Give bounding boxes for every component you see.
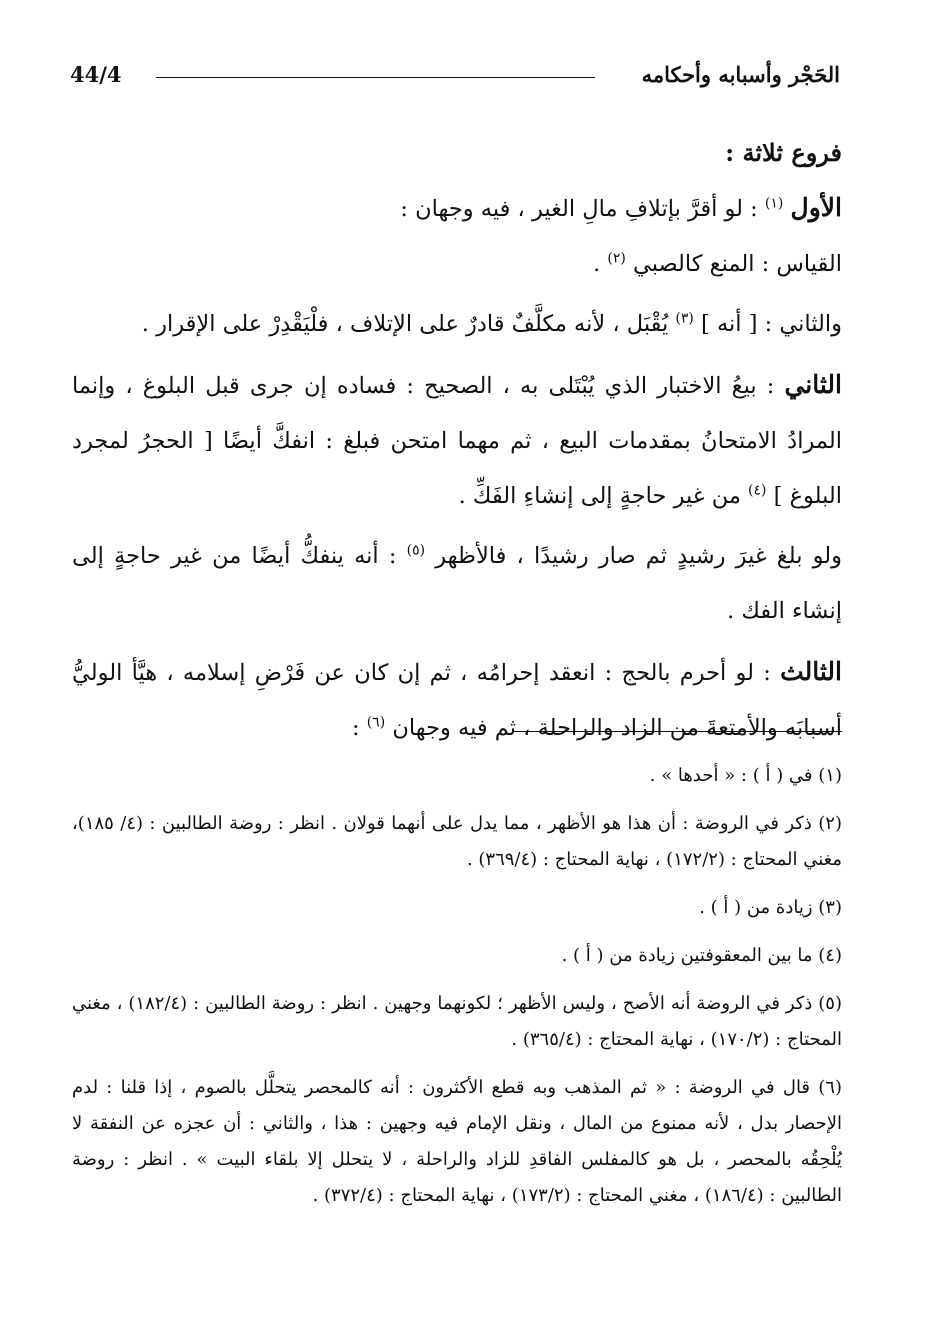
footnote-1: (١) في ( أ ) : « أحدها » . bbox=[649, 765, 842, 786]
header-rule bbox=[156, 77, 595, 78]
second-view bbox=[72, 297, 842, 352]
third-branch bbox=[72, 644, 842, 756]
footnote-ref-5: (٥) bbox=[406, 542, 426, 559]
rushd-paragraph bbox=[72, 529, 842, 639]
rushd-text-b: : أنه ينفكُّ أيضًا من غير حاجةٍ إلى إنشاء الفك . bbox=[72, 543, 842, 624]
running-title: الحَجْر وأسبابه وأحكامه bbox=[641, 62, 840, 87]
first-branch-label: الأول bbox=[790, 193, 842, 222]
footnote-5: (٥) ذكر في الروضة أنه الأصح ، وليس الأظهر ؛ لكونهما وجهين . انظر : روضة الطالبين : (١٨٢/٤) ، مغني المحتاج : (١٧٠/٢) ، نهاية المحتاج : (٣٦٥/٤) . bbox=[72, 993, 842, 1050]
footnote-ref-2: (٢) bbox=[607, 250, 626, 267]
second-view-text-b: يُقْبَل ، لأنه مكلَّفٌ قادرٌ على الإتلاف ، فلْيَقْدِرْ على الإقرار . bbox=[141, 311, 676, 337]
footnote-ref-1: (١) bbox=[764, 195, 784, 212]
footnote-3: (٣) زيادة من ( أ ) . bbox=[699, 897, 842, 918]
section-heading: فروع ثلاثة : bbox=[725, 138, 842, 167]
first-branch-text: : لو أقرَّ بإتلافِ مالِ الغير ، فيه وجهان : bbox=[400, 196, 765, 222]
page-number: 44/4 bbox=[70, 62, 122, 87]
main-text bbox=[72, 125, 842, 756]
running-header bbox=[70, 60, 840, 94]
first-view bbox=[72, 237, 842, 292]
third-branch-text-a: : لو أحرم بالحج : انعقد إحرامُه ، ثم إن كان عن فَرْضِ إسلامه ، هيَّأ الوليُّ أسبابَه والأمتعةَ من الزاد والراحلة ، ثم فيه وجهان bbox=[72, 660, 842, 741]
second-branch bbox=[72, 357, 842, 524]
third-branch-label: الثالث bbox=[780, 657, 842, 686]
footnote-4: (٤) ما بين المعقوفتين زيادة من ( أ ) . bbox=[561, 945, 842, 966]
second-view-text-a: والثاني : [ أنه ] bbox=[701, 311, 842, 337]
footnote-ref-4: (٤) bbox=[748, 482, 767, 499]
second-branch-label: الثاني bbox=[784, 370, 842, 399]
second-branch-text-a: : بيعُ الاختبار الذي يُبْتَلى به ، الصحيح : فساده إن جرى قبل البلوغ ، وإنما المرادُ الامتحانُ بمقدمات البيع ، ثم مهما امتحن فبلغ : انفكَّ أيضًا [ الحجرُ لمجرد البلوغ ] bbox=[72, 373, 842, 509]
footnote-2: (٢) ذكر في الروضة : أن هذا هو الأظهر ، مما يدل على أنهما قولان . انظر : روضة الطالبين : (٤/ ١٨٥)، مغني المحتاج : (١٧٢/٢) ، نهاية المحتاج : (٣٦٩/٤) . bbox=[72, 813, 842, 870]
first-branch bbox=[72, 180, 842, 237]
first-view-text: القياس : المنع كالصبي bbox=[633, 251, 842, 277]
footnote-ref-3: (٣) bbox=[675, 310, 694, 327]
footnote-separator bbox=[512, 731, 842, 732]
footnote-ref-6: (٦) bbox=[366, 714, 386, 731]
rushd-text-a: ولو بلغ غيرَ رشيدٍ ثم صار رشيدًا ، فالأظهر bbox=[435, 543, 842, 569]
third-branch-text-b: : bbox=[351, 715, 367, 741]
second-branch-text-b: من غير حاجةٍ إلى إنشاءِ الفَكِّ . bbox=[458, 483, 749, 509]
first-view-end: . bbox=[593, 251, 608, 277]
footnote-6: (٦) قال في الروضة : « ثم المذهب وبه قطع الأكثرون : أنه كالمحصر يتحلَّل بالصوم ، إذا قلنا : لدم الإحصار بدل ، لأنه ممنوع من المال ، ونقل الإمام فيه وجهين : هذا ، والثاني : أن عجزه عن النفقة لا يُلْحِقُه بالمحصر ، بل هو كالمفلس الفاقدِ للزاد والراحلة ، لا يتحلل إلا بلقاء البيت » . انظر : روضة الطالبين : (١٨٦/٤) ، مغني المحتاج : (١٧٣/٢) ، نهاية المحتاج : (٣٧٢/٤) . bbox=[72, 1077, 842, 1206]
footnotes bbox=[72, 758, 842, 1226]
